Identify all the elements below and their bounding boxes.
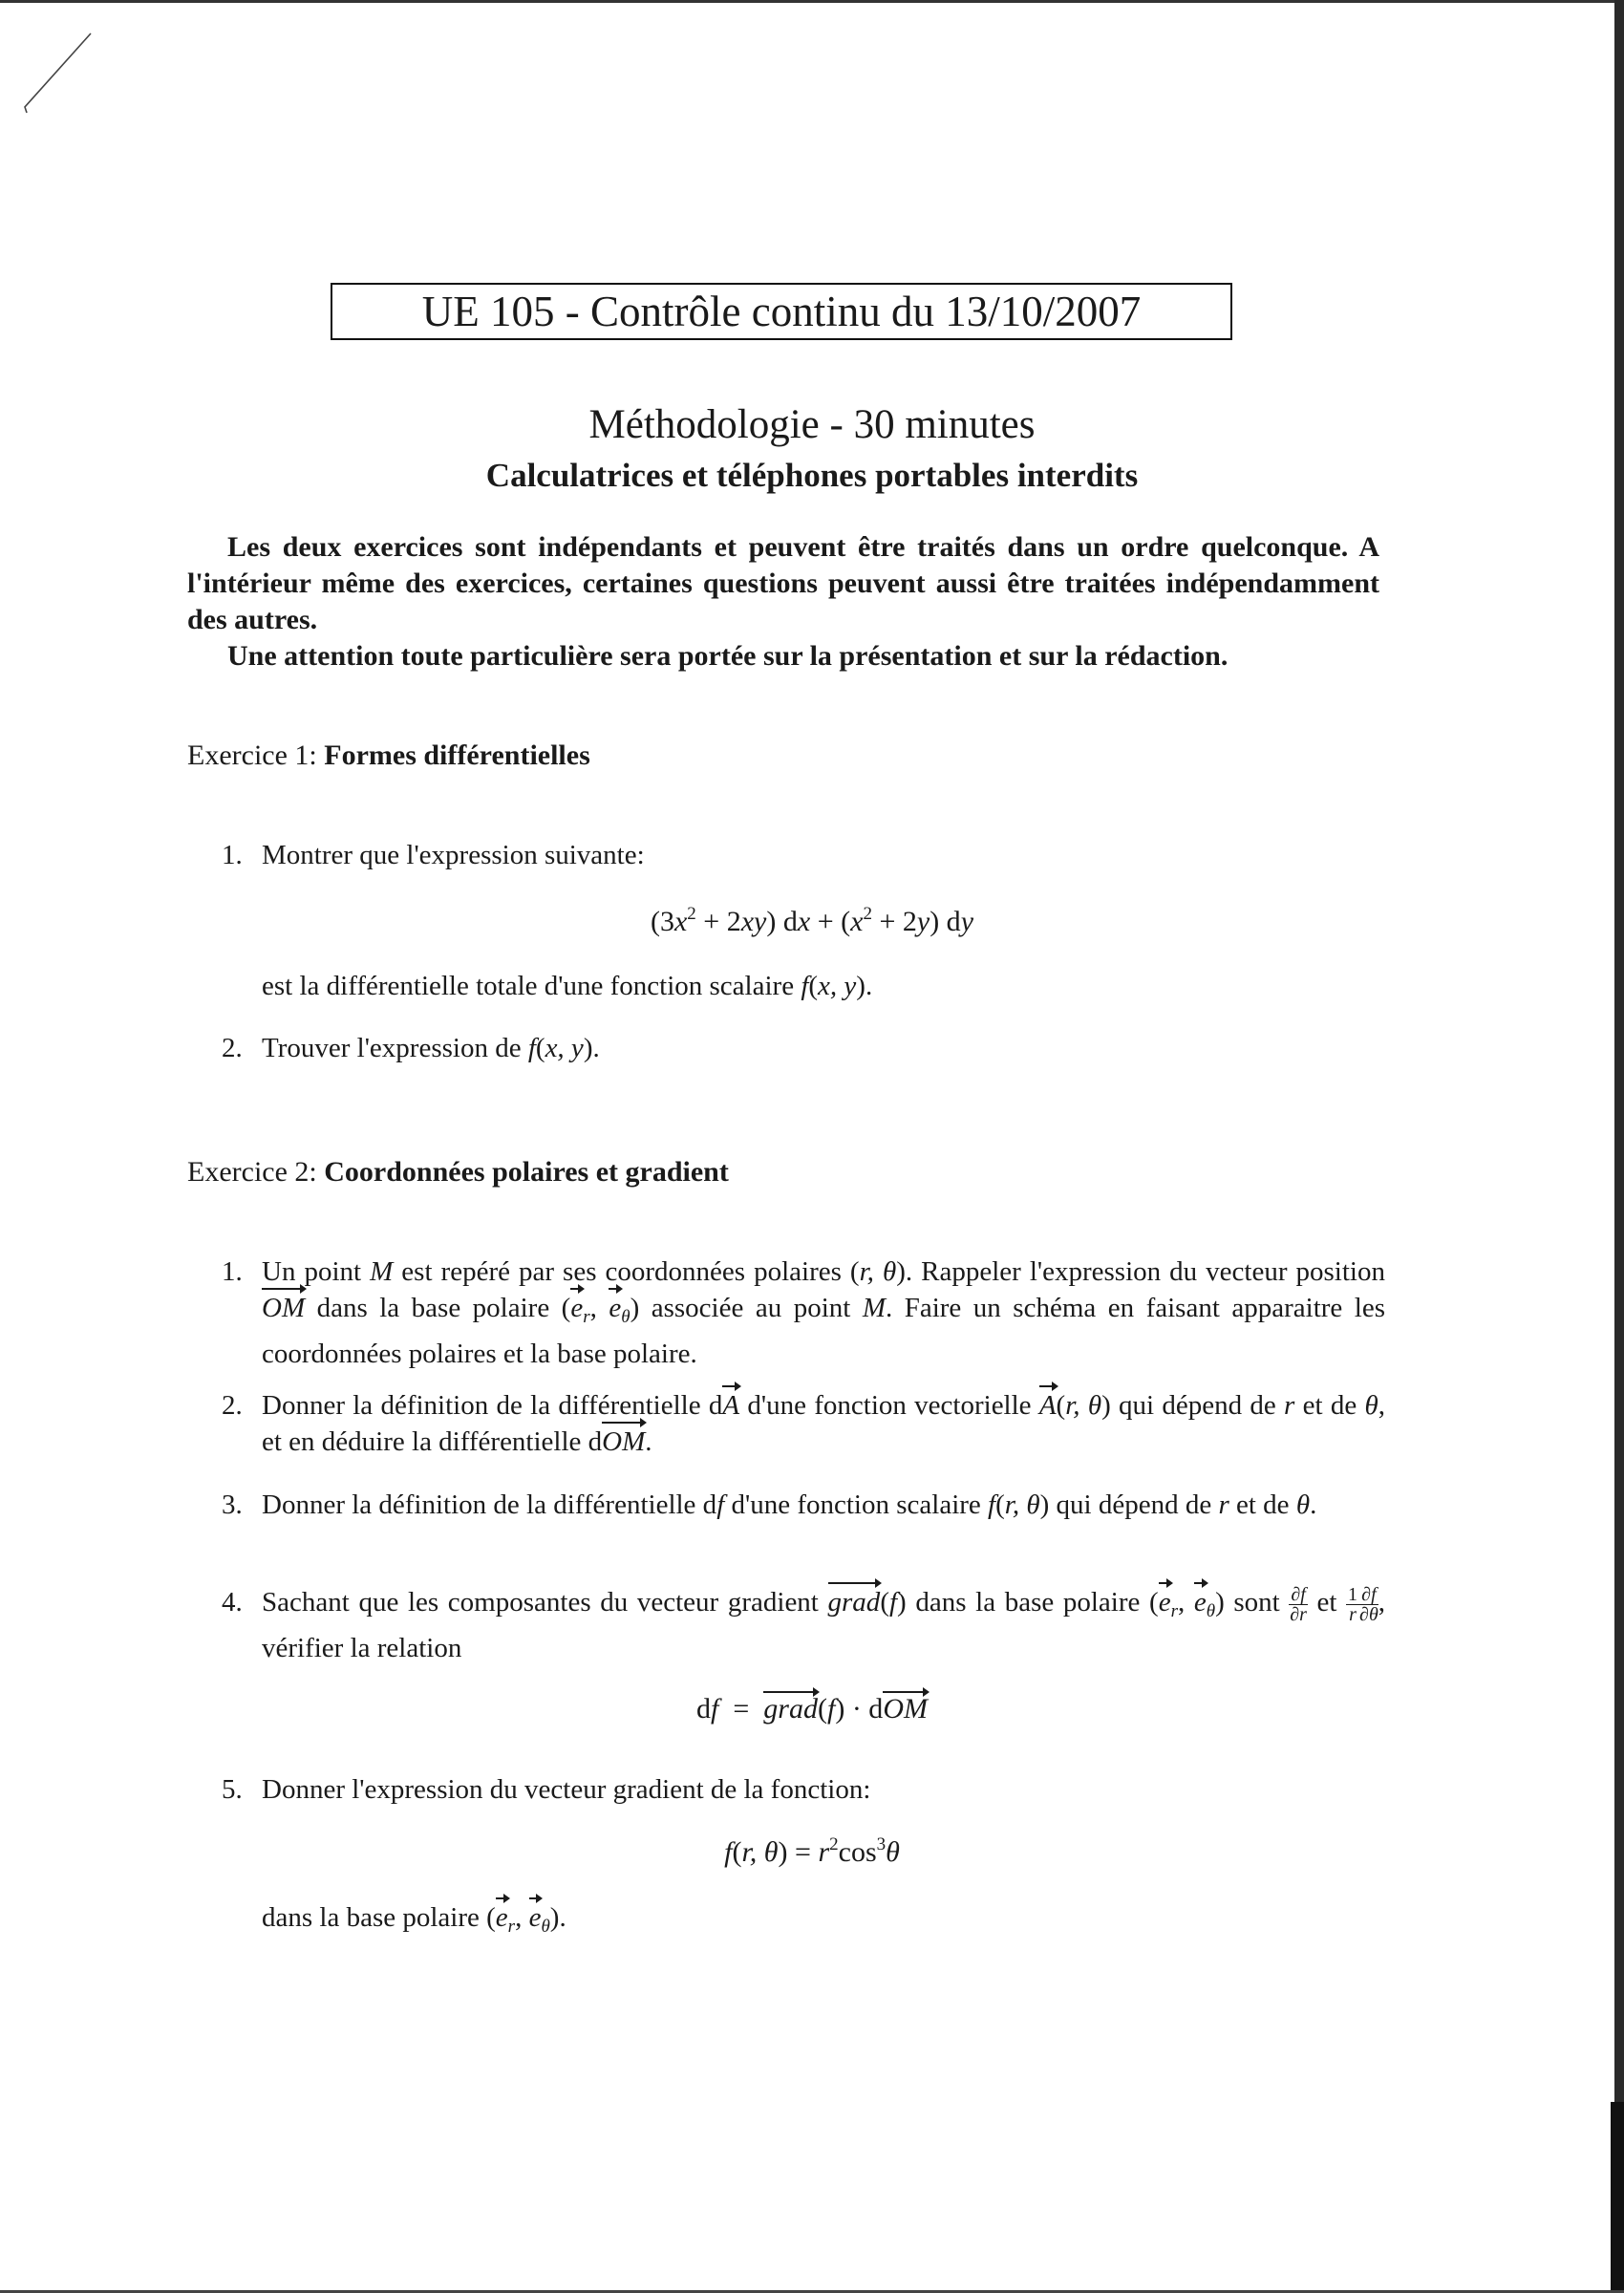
ex2-question-2: [222, 1387, 1385, 1460]
ex2-question-4: [222, 1584, 1385, 1666]
question-text: Donner l'expression du vecteur gradient de la fonction:: [262, 1774, 871, 1805]
ex1-question-1-continued: est la différentielle totale d'une fonction scalaire f(x, y).: [262, 971, 873, 1001]
question-number: 4.: [222, 1587, 243, 1618]
ex1-question-2: [222, 1030, 1385, 1066]
scan-edge-right: [1614, 0, 1624, 2293]
exercise-2-title: Coordonnées polaires et gradient: [324, 1156, 729, 1188]
exam-title: UE 105 - Contrôle continu du 13/10/2007: [331, 283, 1232, 340]
ex2-question-5-continued: dans la base polaire ($e_r$, $e_\theta$).: [222, 1899, 1385, 1945]
instructions: [187, 529, 1379, 675]
ex2-question-5: [222, 1771, 1385, 1808]
instructions-paragraph-2: Une attention toute particulière sera portée sur la présentation et sur la rédaction.: [227, 640, 1229, 672]
question-text: Sachant que les composantes du vecteur gradient grad(f) dans la base polaire ($e_r$, $e_\theta$) sont $\frac{\partial f}{\partial r}$ et $\frac{1}{r}$ $\frac{\partial f}{\partial\theta}$ , vérifier la relation: [262, 1583, 1386, 1663]
scan-edge-top: [0, 0, 1624, 3]
question-text: Donner la définition de la différentielle df d'une fonction scalaire f(r, θ) qui dépend de r et de θ.: [262, 1489, 1317, 1520]
question-number: 5.: [222, 1774, 243, 1805]
scan-edge-right-dark: [1611, 2102, 1624, 2293]
question-number: 2.: [222, 1390, 243, 1421]
question-number: 3.: [222, 1489, 243, 1520]
question-number: 2.: [222, 1033, 243, 1063]
pen-mark: [19, 29, 96, 124]
gradient-relation: df = grad(f) · dOM: [696, 1693, 928, 1725]
function-formula: f(r, $\theta) = r^2\cos^3\theta$: [724, 1834, 900, 1868]
question-text: Donner la définition de la différentielle dA d'une fonction vectorielle A(r, θ) qui dépend de r et de θ, et en déduire la différentielle dOM.: [262, 1387, 1385, 1460]
partial-theta-fraction: $\frac{\partial f}{\partial\theta}$: [1359, 1583, 1378, 1625]
ex1-formula: $(3x^2 + 2xy)$ dx + $(x^2 + 2y)$ dy: [650, 904, 974, 937]
exercise-1-label: Exercice 1:: [187, 739, 317, 771]
question-text: Un point M est repéré par ses coordonnées polaires (r, θ). Rappeler l'expression du vecteur position OM dans la base polaire ($e_r$, $e_\theta$) associée au point M. Faire un schéma en faisant apparaitre les coordonnées polaires et la base polaire.: [262, 1256, 1385, 1369]
subtitle: Méthodologie - 30 minutes: [588, 402, 1036, 447]
subtitle-restrictions: Calculatrices et téléphones portables interdits: [485, 457, 1139, 494]
exercise-2-label: Exercice 2:: [187, 1156, 317, 1188]
exercise-2-heading: [187, 1156, 729, 1189]
question-number: 1.: [222, 1256, 243, 1287]
question-number: 1.: [222, 840, 243, 870]
exercise-1-title: Formes différentielles: [324, 739, 590, 771]
question-text: Trouver l'expression de f(x, y).: [262, 1033, 600, 1063]
exercise-1-heading: [187, 739, 590, 772]
question-text: Montrer que l'expression suivante:: [262, 840, 645, 870]
instructions-paragraph-1: Les deux exercices sont indépendants et peuvent être traités dans un ordre quelconque. A l'intérieur même des exercices, certaines questions peuvent aussi être traitées indépendamment des autres.: [187, 531, 1379, 635]
partial-r-fraction: $\frac{\partial f}{\partial r}$: [1290, 1583, 1307, 1625]
ex2-question-1: [222, 1254, 1385, 1372]
ex2-question-3: [222, 1487, 1385, 1523]
ex1-question-1: [222, 837, 1385, 873]
